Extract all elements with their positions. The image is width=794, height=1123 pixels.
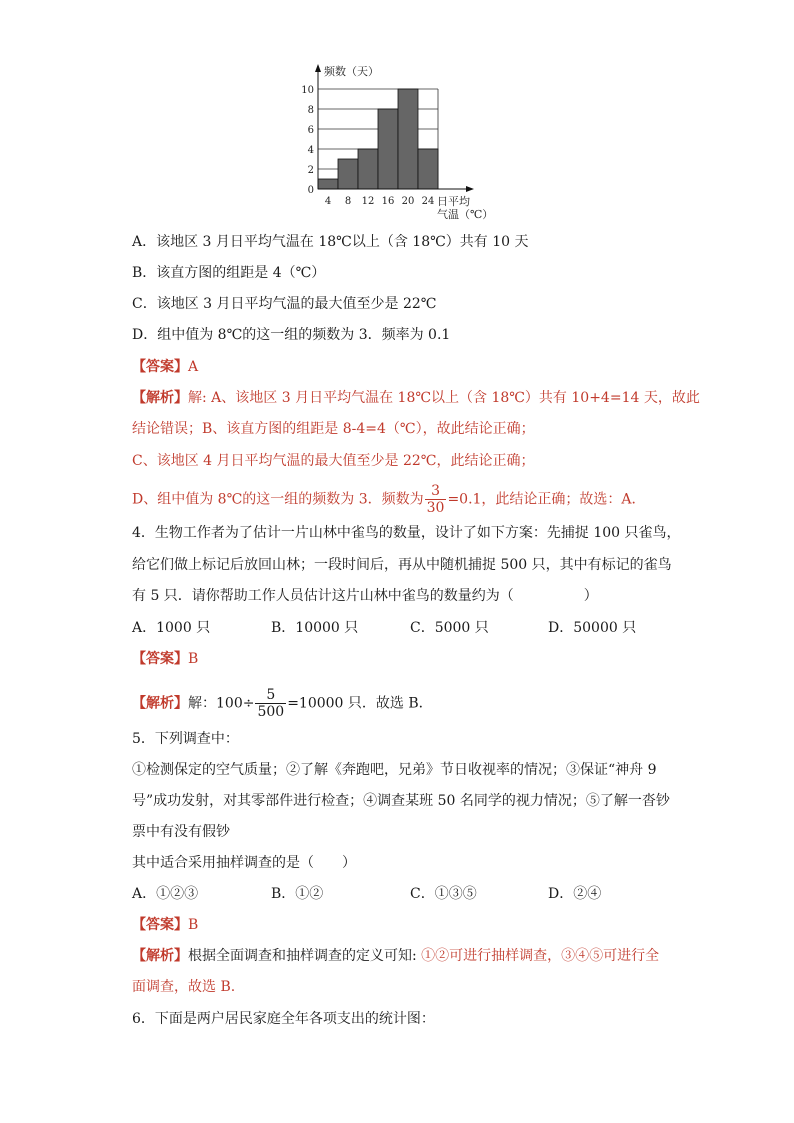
q5-option-a: A．①②③: [132, 886, 199, 902]
chart-bars: [318, 89, 438, 189]
x-tick-label: 4: [324, 196, 332, 207]
y-axis-label: 频数（天）: [324, 65, 379, 78]
answer-label: 【答案】: [132, 359, 188, 375]
analysis-label: 【解析】: [132, 948, 188, 964]
histogram-bar: [318, 179, 338, 189]
q4-stem-line1: 4．生物工作者为了估计一片山林中雀鸟的数量，设计了如下方案：先捕捉 100 只雀鸟，: [132, 525, 681, 541]
analysis-text-red: ①②可进行抽样调查，③④⑤可进行全: [421, 948, 660, 964]
q3-answer: [132, 357, 198, 377]
analysis-text-post: =0.1，此结论正确；故选：A．: [447, 491, 646, 508]
fraction-5-500: [255, 687, 286, 720]
y-tick-label: 10: [301, 85, 314, 96]
q3-analysis-line4: [132, 483, 646, 516]
fraction-denominator: 500: [257, 704, 285, 720]
q5-option-c: C．①③⑤: [410, 886, 477, 902]
y-axis-arrow: [315, 64, 321, 72]
analysis-text: 解: A、该地区 3 月日平均气温在 18℃以上（含 18℃）共有 10+4=14 天，故此: [188, 390, 700, 406]
y-tick-label: 6: [307, 125, 314, 136]
q5-option-d: D．②④: [548, 886, 602, 902]
analysis-text-post: =10000 只．故选 B．: [287, 695, 433, 712]
x-tick-label: 12: [361, 196, 375, 207]
x-axis-label-line2: 气温（℃）: [437, 208, 494, 221]
q3-analysis-line3: C、该地区 4 月日平均气温的最大值至少是 22℃，此结论正确；: [132, 453, 535, 469]
x-tick-label: 20: [401, 196, 415, 207]
analysis-text: 根据全面调查和抽样调查的定义可知:: [188, 948, 422, 964]
q5-analysis-line2: 面调查，故选 B.: [132, 979, 236, 995]
x-axis-arrow: [466, 186, 474, 192]
histogram-bar: [358, 149, 378, 189]
q4-answer: [132, 649, 198, 669]
q5-stem-line2: ①检测保定的空气质量；②了解《奔跑吧，兄弟》节日收视率的情况；③保证“神舟 9: [132, 762, 657, 778]
q5-option-b: B．①②: [271, 886, 324, 902]
y-tick-label: 4: [307, 145, 314, 156]
fraction-denominator: 30: [426, 500, 445, 516]
histogram-bar: [418, 149, 438, 189]
x-axis-label-line1: 日平均: [437, 195, 470, 208]
q3-option-a: A．该地区 3 月日平均气温在 18℃以上（含 18℃）共有 10 天: [132, 234, 529, 250]
x-tick-label: 24: [421, 196, 435, 207]
q3-option-c: C．该地区 3 月日平均气温的最大值至少是 22℃: [132, 296, 437, 312]
analysis-label: 【解析】: [132, 695, 188, 712]
answer-label: 【答案】: [132, 917, 188, 933]
q5-analysis-line1: [132, 946, 659, 966]
q5-stem-line5: 其中适合采用抽样调查的是（ ）: [132, 855, 356, 871]
q4-stem-line2: 给它们做上标记后放回山林；一段时间后，再从中随机捕捉 500 只，其中有标记的雀鸟: [132, 557, 672, 573]
y-tick-label: 8: [307, 105, 314, 116]
q5-stem-line4: 票中有没有假钞: [132, 824, 230, 840]
y-tick-label: 0: [307, 185, 314, 196]
q4-option-c: C．5000 只: [410, 620, 489, 636]
frequency-histogram: [300, 58, 500, 228]
fraction-3-30: [425, 483, 447, 516]
histogram-bar: [398, 89, 418, 189]
answer-value: B: [188, 917, 199, 933]
analysis-text-pre: D、组中值为 8℃的这一组的频数为 3．频数为: [132, 491, 424, 508]
q3-option-d: D．组中值为 8℃的这一组的频数为 3．频率为 0.1: [132, 327, 451, 343]
fraction-numerator: 5: [255, 687, 286, 704]
histogram-bar: [338, 159, 358, 189]
answer-value: B: [188, 651, 199, 667]
x-tick-label: 16: [381, 196, 395, 207]
q3-analysis-line1: [132, 388, 700, 408]
q4-option-b: B．10000 只: [271, 620, 359, 636]
q5-stem-line1: 5．下列调查中：: [132, 731, 239, 747]
answer-label: 【答案】: [132, 651, 188, 667]
q4-option-a: A．1000 只: [132, 620, 211, 636]
q5-stem-line3: 号”成功发射，对其零部件进行检查；④调查某班 50 名同学的视力情况；⑤了解一沓钞: [132, 793, 670, 809]
q3-option-b: B．该直方图的组距是 4（℃）: [132, 265, 326, 281]
q6-stem-line1: 6．下面是两户居民家庭全年各项支出的统计图：: [132, 1011, 435, 1027]
fraction-numerator: 3: [425, 483, 447, 500]
analysis-text-pre: 解：100÷: [188, 695, 255, 712]
x-tick-label: 8: [344, 196, 352, 207]
analysis-label: 【解析】: [132, 390, 188, 406]
q5-answer: [132, 915, 198, 935]
y-tick-label: 2: [307, 165, 314, 176]
answer-value: A: [188, 359, 199, 375]
q4-analysis: [132, 687, 433, 720]
histogram-bar: [378, 109, 398, 189]
q4-stem-line3: 有 5 只．请你帮助工作人员估计这片山林中雀鸟的数量约为（ ）: [132, 588, 598, 604]
q4-option-d: D．50000 只: [548, 620, 637, 636]
q3-analysis-line2: 结论错误；B、该直方图的组距是 8-4=4（℃），故此结论正确；: [132, 421, 535, 437]
